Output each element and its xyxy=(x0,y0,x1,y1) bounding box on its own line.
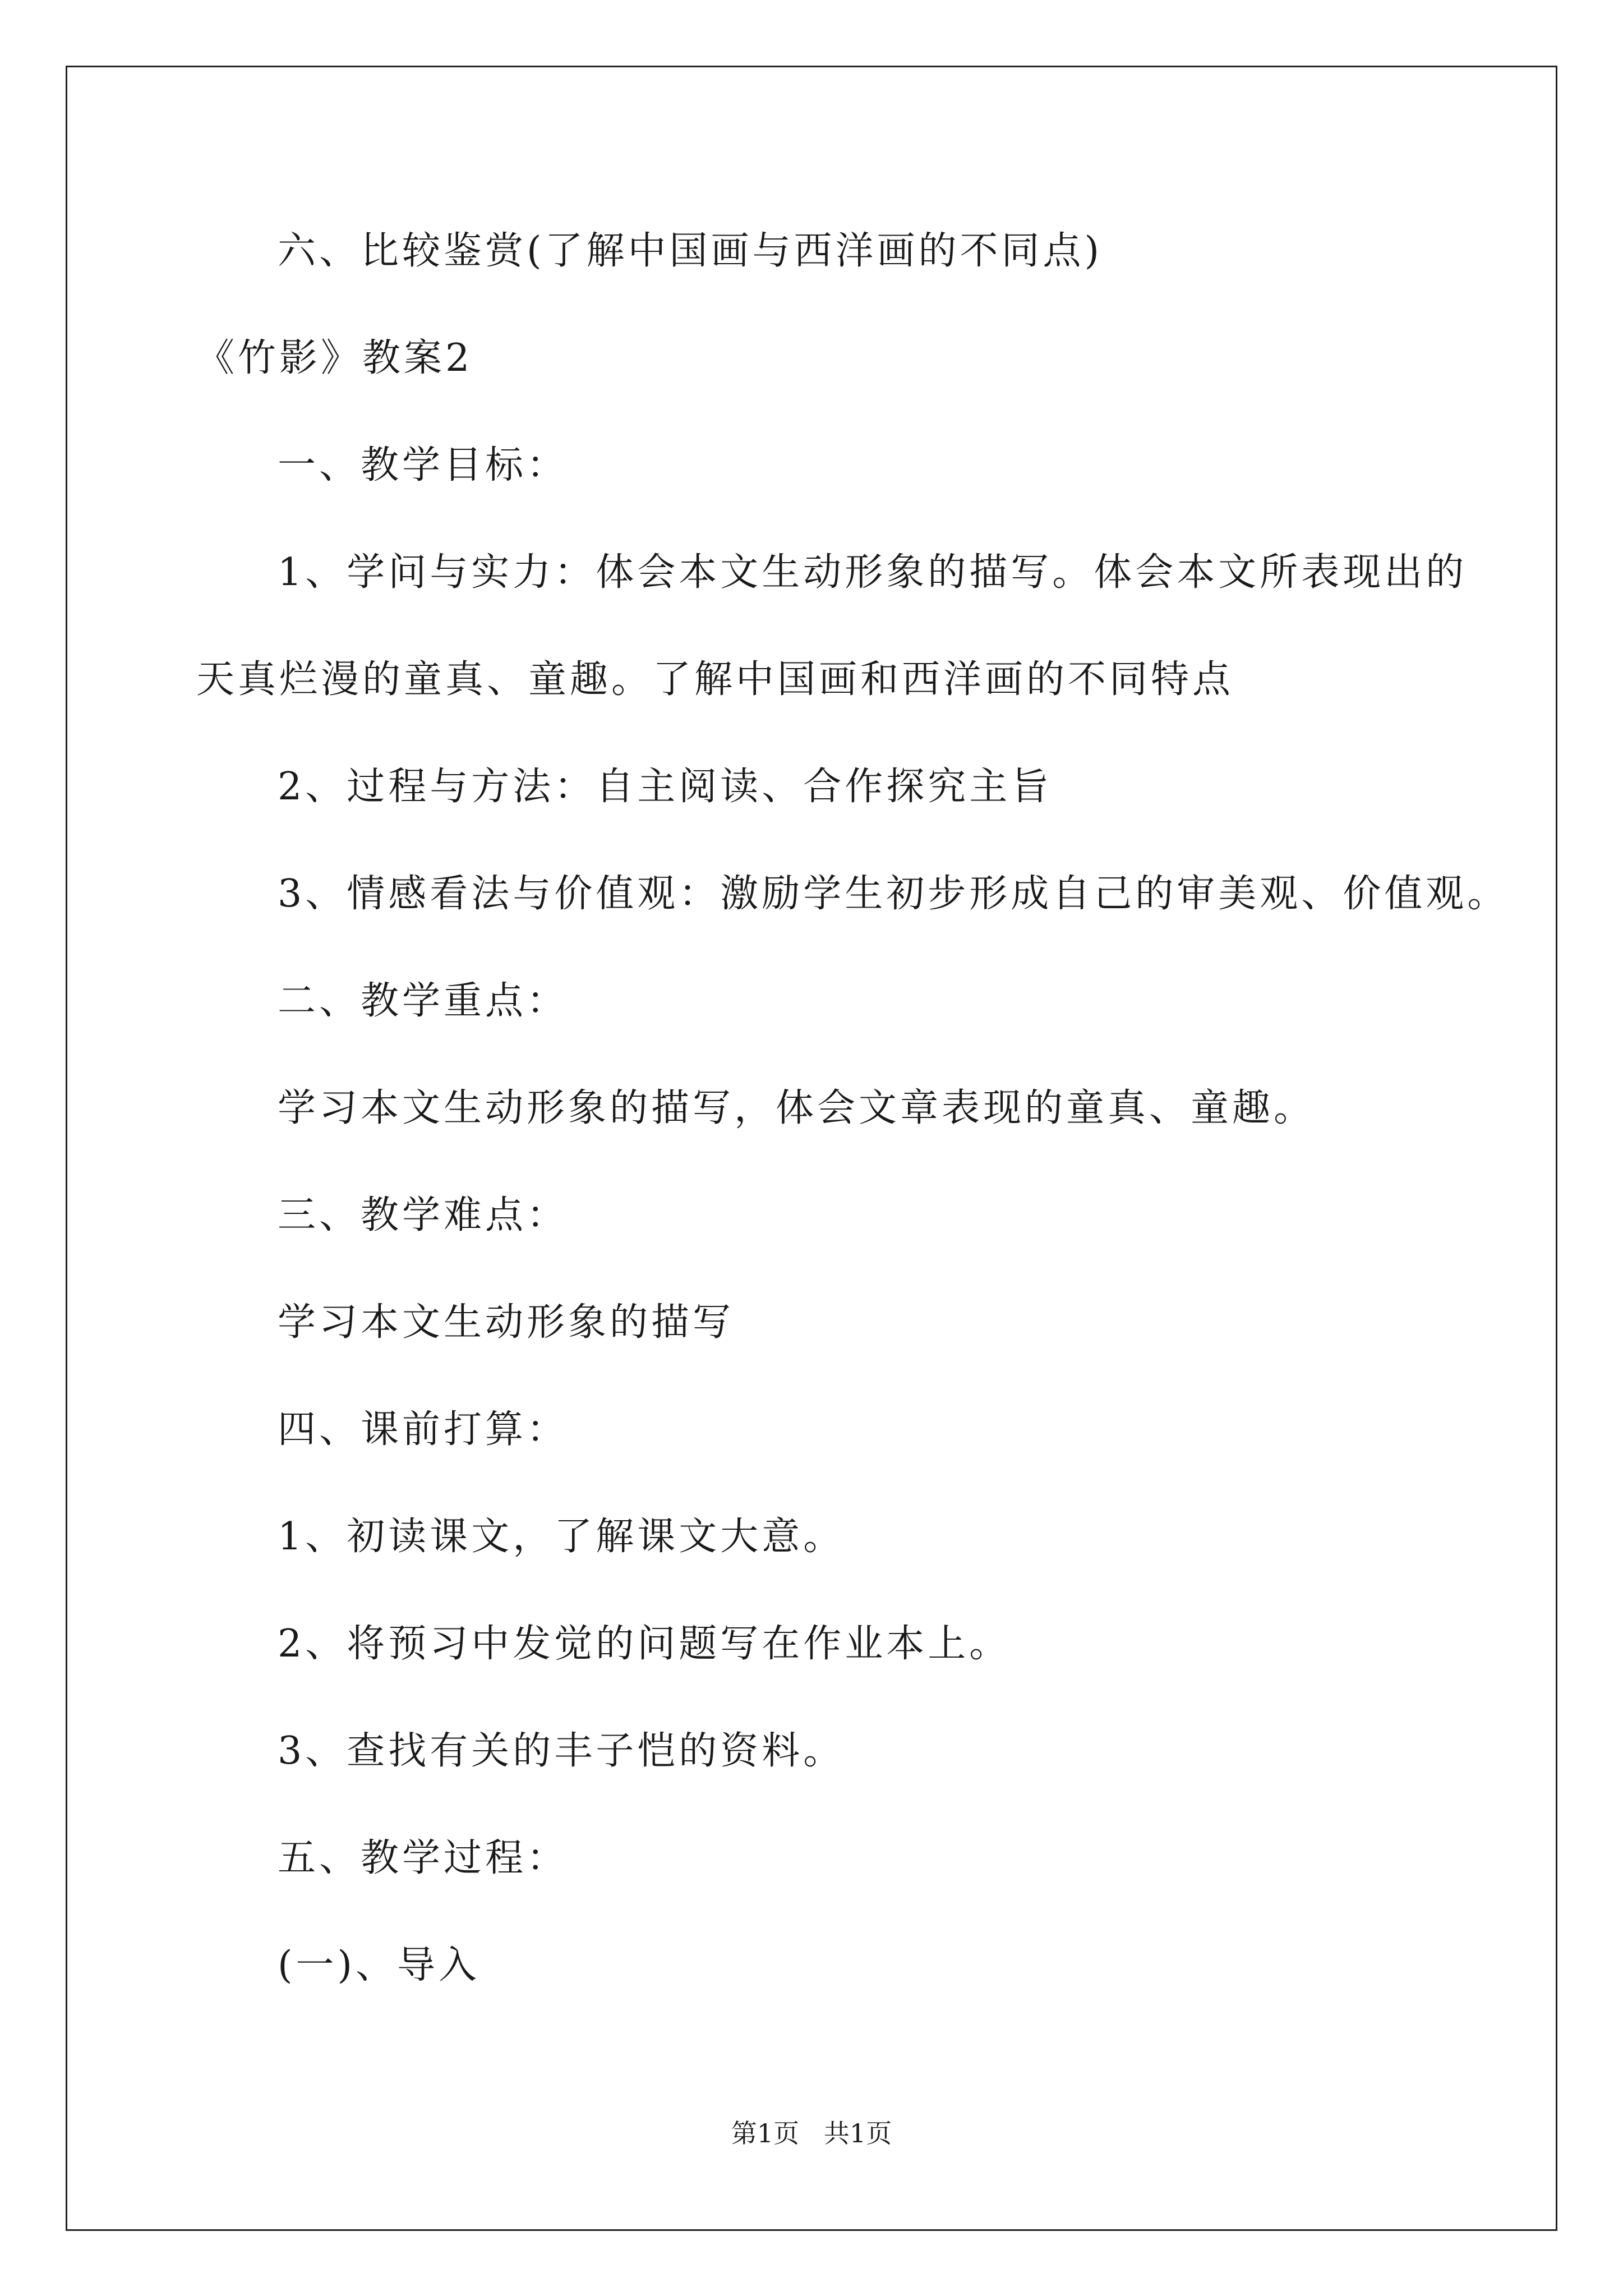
goal-process: 2、过程与方法：自主阅读、合作探究主旨 xyxy=(278,765,1053,809)
teaching-goals-heading: 一、教学目标： xyxy=(278,443,569,487)
process-step-intro: (一)、导入 xyxy=(278,1943,481,1987)
preparation-item-3: 3、查找有关的丰子恺的资料。 xyxy=(278,1729,845,1773)
page-border xyxy=(66,66,1557,2231)
teaching-process-heading: 五、教学过程： xyxy=(278,1836,569,1880)
goal-knowledge-line2: 天真烂漫的童真、童趣。了解中国画和西洋画的不同特点 xyxy=(196,657,1234,702)
section-six-heading: 六、比较鉴赏(了解中国画与西洋画的不同点) xyxy=(278,229,1103,273)
goal-knowledge-line1: 1、学问与实力：体会本文生动形象的描写。体会本文所表现出的 xyxy=(278,550,1468,595)
teaching-difficulty-text: 学习本文生动形象的描写 xyxy=(278,1300,735,1345)
teaching-difficulty-heading: 三、教学难点： xyxy=(278,1193,569,1237)
page-number-footer: 第1页 共1页 xyxy=(731,2118,892,2148)
goal-emotion: 3、情感看法与价值观：激励学生初步形成自己的审美观、价值观。 xyxy=(278,872,1509,916)
preparation-heading: 四、课前打算： xyxy=(278,1407,569,1452)
teaching-focus-text: 学习本文生动形象的描写，体会文章表现的童真、童趣。 xyxy=(278,1086,1316,1130)
teaching-focus-heading: 二、教学重点： xyxy=(278,979,569,1023)
lesson-plan-title: 《竹影》教案2 xyxy=(196,336,473,380)
preparation-item-1: 1、初读课文，了解课文大意。 xyxy=(278,1515,845,1559)
preparation-item-2: 2、将预习中发觉的问题写在作业本上。 xyxy=(278,1622,1011,1666)
